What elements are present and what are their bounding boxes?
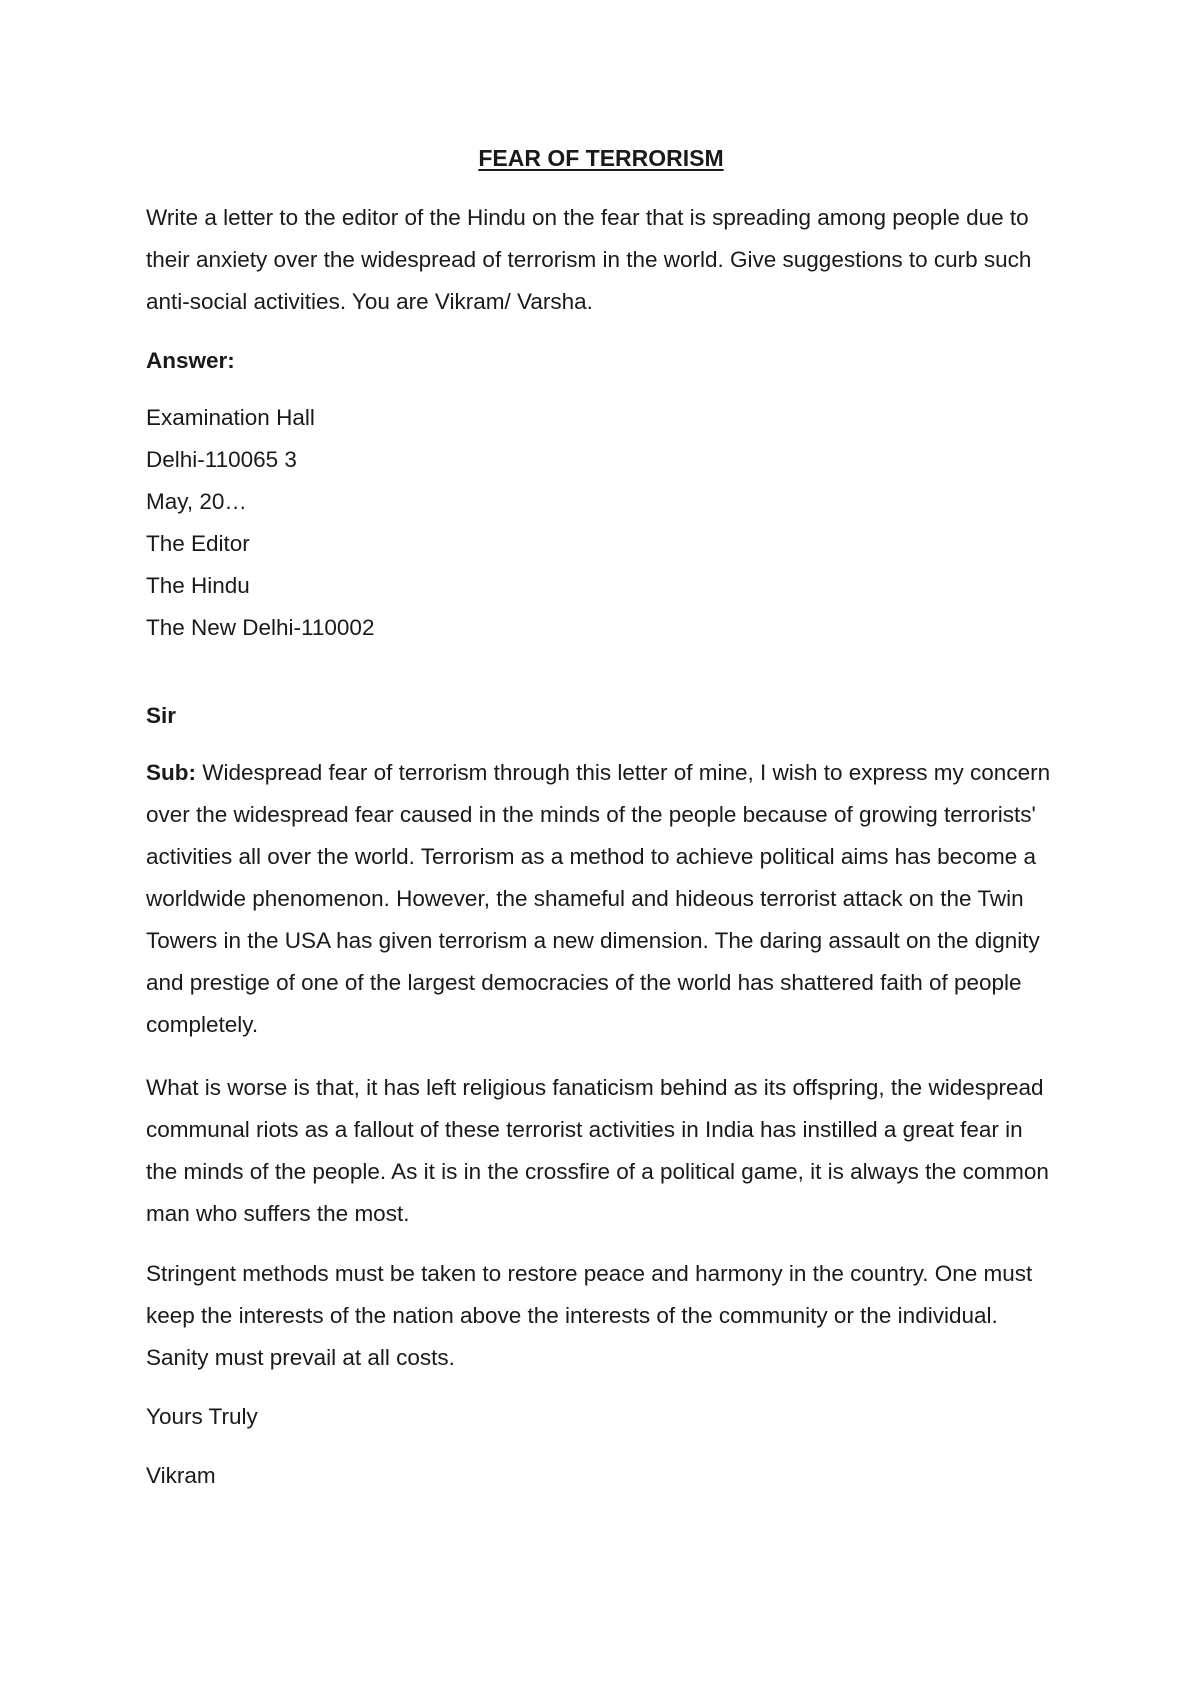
signature: Vikram: [146, 1463, 216, 1488]
address-line: Delhi-110065 3: [146, 447, 297, 472]
recipient-line: The Editor: [146, 531, 250, 556]
address-line: Examination Hall: [146, 405, 315, 430]
date-line: May, 20…: [146, 489, 247, 514]
answer-label: Answer:: [146, 348, 235, 373]
subject-text: Widespread fear of terrorism through this letter of mine, I wish to express my concern over the widespread fear caused in the minds of the people because of growing terrorists' activities all over the world. Terrorism as a method to achieve political aims has become a worldwide phenomenon. However, the shameful and hideous terrorist attack on the Twin Towers in the USA has given terrorism a new dimension. The daring assault on the dignity and prestige of one of the largest democracies of the world has shattered faith of people completely.: [146, 760, 1051, 1037]
subject-paragraph: [146, 752, 1056, 1046]
recipient-line: The New Delhi-110002: [146, 615, 375, 640]
body-paragraph-3: Stringent methods must be taken to restore peace and harmony in the country. One must keep the interests of the nation above the interests of the community or the individual. Sanity must prevail at all costs.: [146, 1261, 1033, 1370]
body-paragraph-2: What is worse is that, it has left religious fanaticism behind as its offspring, the widespread communal riots as a fallout of these terrorist activities in India has instilled a great fear in the minds of the people. As it is in the crossfire of a political game, it is always the common man who suffers the most.: [146, 1075, 1049, 1226]
question-paragraph: Write a letter to the editor of the Hindu on the fear that is spreading among people due to their anxiety over the widespread of terrorism in the world. Give suggestions to curb such anti-social activities. You are Vikram/ Varsha.: [146, 205, 1032, 314]
salutation: Sir: [146, 703, 177, 728]
closing: Yours Truly: [146, 1404, 258, 1429]
address-block: [146, 397, 1056, 649]
recipient-line: The Hindu: [146, 573, 250, 598]
document-title: FEAR OF TERRORISM: [478, 145, 724, 171]
subject-label: Sub:: [146, 760, 196, 785]
